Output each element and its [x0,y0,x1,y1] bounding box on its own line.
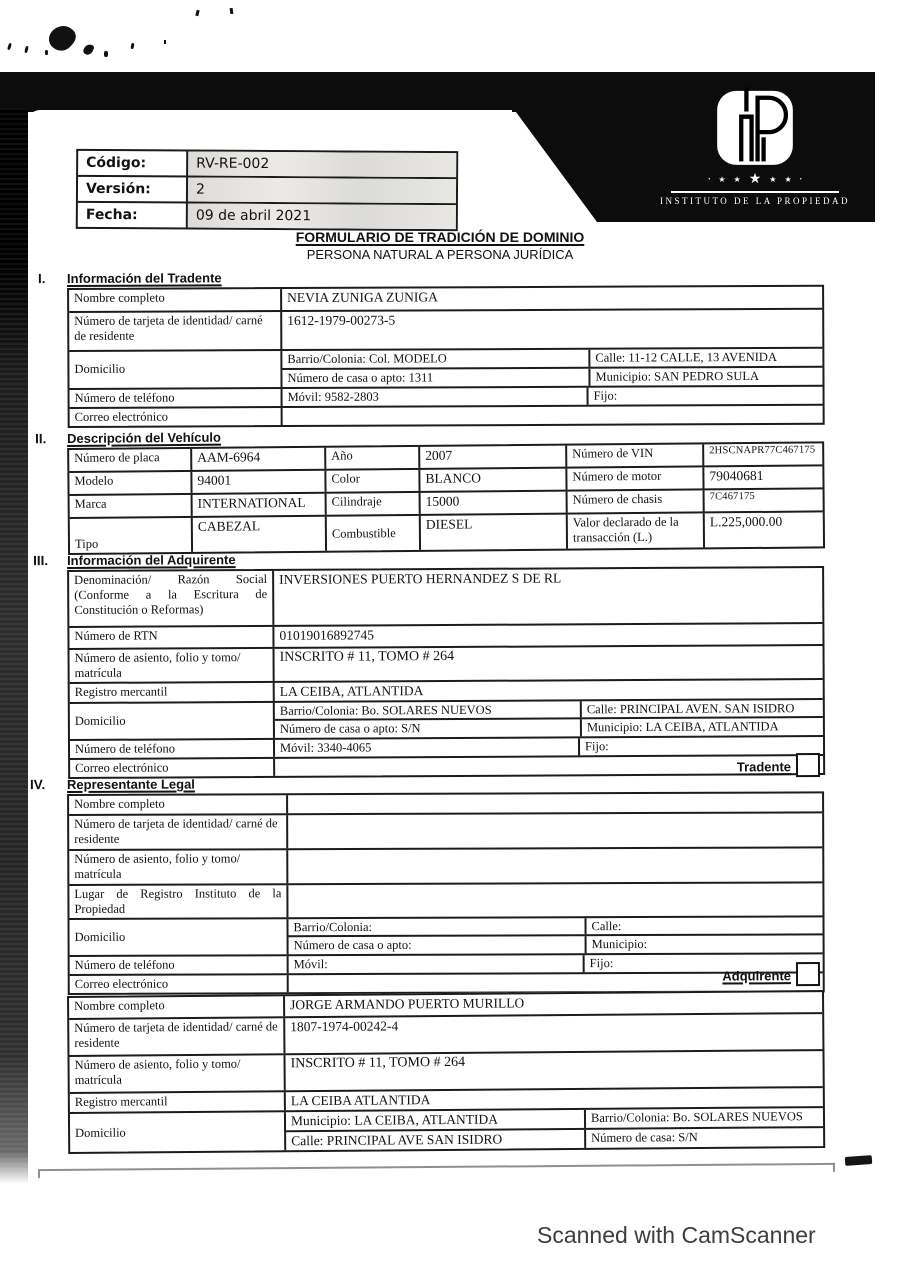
asiento-value: INSCRITO # 11, TOMO # 264 [283,1051,822,1090]
ink-speck [24,46,29,54]
star-icon: ★ [769,175,777,185]
valor-value: L.225,000.00 [703,512,823,547]
ink-speck [45,50,48,55]
table-subrow [275,716,823,738]
chasis-label: Número de chasis [566,490,703,512]
identidad-value: 1612-1979-00273-5 [280,310,822,349]
adquirente-tag-row [67,962,820,990]
calle-value: Calle: PRINCIPAL AVE SAN ISIDRO [291,1131,503,1149]
modelo-value: 94001 [190,471,324,493]
domicilio-label: Domicilio [74,929,126,944]
color-value: BLANCO [418,469,565,491]
table-row [78,201,456,229]
section-heading: Información del Tradente [67,270,222,286]
section-adquirente [0,549,900,779]
marca-label: Marca [74,496,107,511]
star-icon: ★ [733,175,741,185]
municipio-value: Municipio: [585,936,823,954]
table-subrow [286,1126,823,1150]
domicilio-cells [286,917,822,954]
table-row [69,1012,822,1055]
section-tradente [0,267,900,427]
identidad-label: Número de tarjeta de identidad/ carné de residente [74,313,263,343]
rtn-label: Número de RTN [74,628,158,643]
razon-social-value: INVERSIONES PUERTO HERNANDEZ S DE RL [272,568,822,625]
adquirente-representante-table [67,990,825,1154]
asiento-label: Número de asiento, folio y tomo/ matrícula [74,650,241,680]
fijo-value: Fijo: [578,737,823,755]
anio-value: 2007 [418,446,565,468]
tradente-tag: Tradente [736,759,792,775]
codigo-value: RV-RE-002 [186,152,456,178]
municipio-value: Municipio: LA CEIBA, ATLANTIDA [290,1111,499,1129]
razon-social-label: Denominación/ Razón Social (Conforme a la Escritura de Constitución o Reformas) [74,571,268,617]
table-row [70,698,823,739]
table-subrow [289,934,823,955]
table-row [69,347,822,388]
table-row [70,1106,823,1152]
cilindraje-value: 15000 [419,492,566,514]
combustible-label: Combustible [325,516,419,551]
ink-speck [195,10,199,17]
domicilio-cells [284,1108,823,1150]
calle-value: Calle: [584,917,822,935]
casa-value: Número de casa o apto: [293,938,412,953]
registro-value: LA CEIBA, ATLANTIDA [273,680,823,701]
logo-stars [655,173,855,187]
telefono-label: Número de teléfono [74,957,175,972]
cutoff-table-edge [38,1163,835,1183]
municipio-value: Municipio: SAN PEDRO SULA [588,367,822,385]
chasis-value: 7C467175 [703,489,823,511]
section-adquirente-representante [0,987,900,1154]
logo-institute-name: INSTITUTO DE LA PROPIEDAD [659,195,851,206]
adquirente-tag: Adquirente [722,968,792,984]
domicilio-cells [273,700,823,738]
combustible-value: DIESEL [419,515,566,550]
table-row [69,644,822,681]
section-number: III. [33,553,49,569]
adquirente-info-table [67,566,825,778]
nombre-value [286,793,822,813]
table-row [70,403,823,425]
movil-value: Móvil: 9582-2803 [281,387,587,405]
star-icon: ★ [784,175,792,185]
asiento-label: Número de asiento, folio y tomo/ matrícula [74,851,241,881]
barrio-value: Barrio/Colonia: Bo. SOLARES NUEVOS [279,702,492,718]
table-row [69,881,822,917]
ink-speck [230,8,234,14]
table-row [70,678,823,702]
nombre-label: Nombre completo [74,290,165,305]
section-number: II. [35,431,47,447]
correo-label: Correo electrónico [74,976,169,991]
domicilio-label: Domicilio [74,362,126,377]
table-row [69,811,822,849]
valor-label: Valor declarado de la transacción (L.) [566,513,703,548]
domicilio-label: Domicilio [74,713,126,728]
correo-value [281,405,823,424]
table-row [70,510,823,553]
motor-label: Número de motor [565,467,702,489]
correo-label: Correo electrónico [74,409,169,424]
barrio-value: Barrio/Colonia: Bo. SOLARES NUEVOS [584,1108,823,1128]
identidad-label: Número de tarjeta de identidad/ carné de residente [74,1019,278,1050]
tradente-info-table [67,285,825,428]
table-row [69,622,822,648]
star-icon: ★ [718,175,726,185]
lugar-registro-value [286,883,822,916]
calle-value: Calle: 11-12 CALLE, 13 AVENIDA [588,349,822,367]
registro-label: Registro mercantil [74,1094,168,1109]
casa-value: Número de casa o apto: 1311 [287,370,434,385]
asiento-value [286,848,822,883]
placa-value: AAM-6964 [190,448,324,470]
ink-speck [104,51,108,57]
table-row [69,846,822,884]
calle-value: Calle: PRINCIPAL AVEN. SAN ISIDRO [580,700,823,718]
scan-dash-mark [845,1155,873,1166]
table-subrow [288,917,822,936]
table-row [70,384,823,406]
identidad-value: 1807-1974-00242-4 [283,1014,822,1053]
casa-value: Número de casa: S/N [584,1128,823,1148]
nombre-value: JORGE ARMANDO PUERTO MURILLO [283,992,822,1016]
camscanner-watermark: Scanned with CamScanner [537,1222,816,1248]
nombre-label: Nombre completo [74,998,165,1013]
version-value: 2 [186,178,456,204]
ink-speck [82,43,95,57]
correo-label: Correo electrónico [75,760,169,775]
section-heading: Información del Adquirente [67,552,236,568]
table-row [69,568,822,626]
star-icon: ★ [748,172,762,188]
ink-speck [164,40,166,44]
instituto-propiedad-logo [655,84,855,206]
asiento-label: Número de asiento, folio y tomo/ matrícula [74,1056,241,1087]
adquirente-checkbox [796,962,820,986]
logo-divider [671,191,839,193]
tipo-value: CABEZAL [191,517,325,552]
tipo-label: Tipo [74,536,99,552]
marca-value: INTERNATIONAL [191,494,325,516]
domicilio-cells [280,349,822,387]
table-row [69,308,822,350]
movil-value: Móvil: 3340-4065 [273,738,578,756]
casa-value: Número de casa o apto: S/N [279,721,421,737]
table-row [78,175,456,203]
table-row [69,793,822,814]
motor-value: 79040681 [702,466,822,488]
identidad-label: Número de tarjeta de identidad/ carné de residente [74,816,278,846]
telefono-label: Número de teléfono [74,741,176,756]
form-subtitle: PERSONA NATURAL A PERSONA JURÍDICA [306,247,574,262]
asiento-value: INSCRITO # 11, TOMO # 264 [273,646,823,680]
section-number: IV. [30,777,46,793]
movil-value: Móvil: [287,955,583,973]
barrio-value: Barrio/Colonia: [293,919,373,934]
fijo-value: Fijo: [583,954,823,972]
table-row [69,287,822,311]
registro-value: LA CEIBA ATLANTIDA [284,1088,823,1110]
section-vehiculo [0,424,900,556]
telefono-label: Número de teléfono [74,390,175,405]
municipio-value: Municipio: LA CEIBA, ATLANTIDA [580,718,823,736]
nombre-value: NEVIA ZUNIGA ZUNIGA [280,287,822,310]
codigo-label: Código: [86,154,147,172]
form-title: FORMULARIO DE TRADICIÓN DE DOMINIO [295,229,585,245]
section-heading: Descripción del Vehículo [67,429,222,446]
modelo-label: Modelo [74,473,114,488]
ink-speck [7,43,12,51]
fecha-label: Fecha: [85,206,138,224]
placa-label: Número de placa [74,450,160,465]
domicilio-label: Domicilio [75,1125,126,1140]
ip-monogram-icon [712,84,798,170]
table-row [78,151,456,177]
table-row [69,915,822,955]
cilindraje-label: Cilindraje [325,493,419,515]
ink-speck [131,43,135,49]
ink-smudge [45,20,80,55]
section-number: I. [38,271,46,287]
star-icon: • [799,177,802,184]
vin-label: Número de VIN [565,444,702,466]
identidad-value [286,813,822,848]
fecha-value: 09 de abril 2021 [186,204,456,230]
nombre-label: Nombre completo [74,796,165,811]
version-label: Versión: [85,180,151,198]
table-row [69,1049,822,1092]
color-label: Color [324,470,418,492]
lugar-registro-label: Lugar de Registro Instituto de la Propiedad [74,886,282,916]
table-subrow [282,365,822,386]
section-heading: Representante Legal [67,776,195,792]
anio-label: Año [324,447,418,469]
star-icon: • [708,177,711,184]
document-code-table [76,149,458,231]
rtn-value: 01019016892745 [272,624,822,647]
barrio-value: Barrio/Colonia: Col. MODELO [287,351,447,367]
fijo-value: Fijo: [587,386,823,404]
form-title-block [140,229,740,262]
registro-label: Registro mercantil [74,683,168,699]
vehiculo-table [67,441,825,555]
vin-value: 2HSCNAPR77C467175 [702,443,822,465]
